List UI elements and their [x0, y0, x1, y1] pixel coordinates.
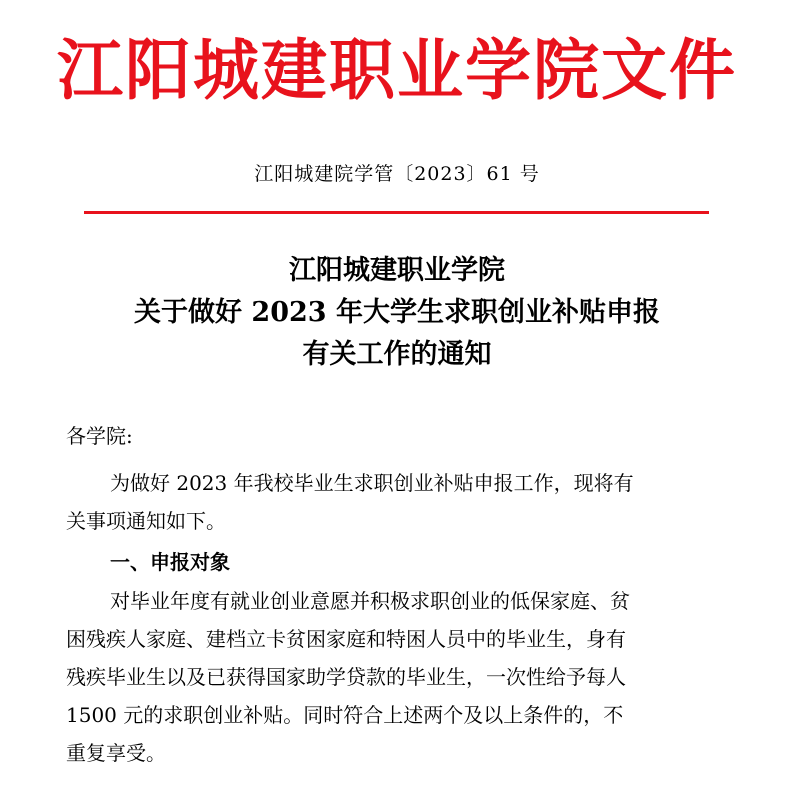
org-header-title: 江阳城建职业学院文件 [57, 31, 737, 109]
section-line: 残疾毕业生以及已获得国家助学贷款的毕业生，一次性给予每人 [66, 665, 626, 689]
section-paragraph-applicants [66, 582, 718, 772]
notice-title-line-2: 关于做好 2023 年大学生求职创业补贴申报 [134, 297, 660, 328]
intro-paragraph [66, 464, 718, 540]
document-number: 江阳城建院学管〔2023〕61 号 [254, 163, 540, 185]
section-line: 重复享受。 [66, 741, 166, 765]
section-line: 1500 元的求职创业补贴。同时符合上述两个及以上条件的，不 [66, 703, 624, 727]
notice-title [0, 250, 794, 376]
section-heading-applicants: 一、申报对象 [110, 550, 230, 574]
intro-line: 为做好 2023 年我校毕业生求职创业补贴申报工作，现将有 [110, 471, 634, 495]
intro-line: 关事项通知如下。 [66, 509, 226, 533]
section-line: 对毕业年度有就业创业意愿并积极求职创业的低保家庭、贫 [110, 589, 630, 613]
notice-title-line-3: 有关工作的通知 [302, 339, 492, 370]
section-line: 困残疾人家庭、建档立卡贫困家庭和特困人员中的毕业生，身有 [66, 627, 626, 651]
notice-title-line-1: 江阳城建职业学院 [289, 255, 505, 286]
red-divider-line [84, 211, 709, 214]
salutation: 各学院: [66, 424, 133, 448]
